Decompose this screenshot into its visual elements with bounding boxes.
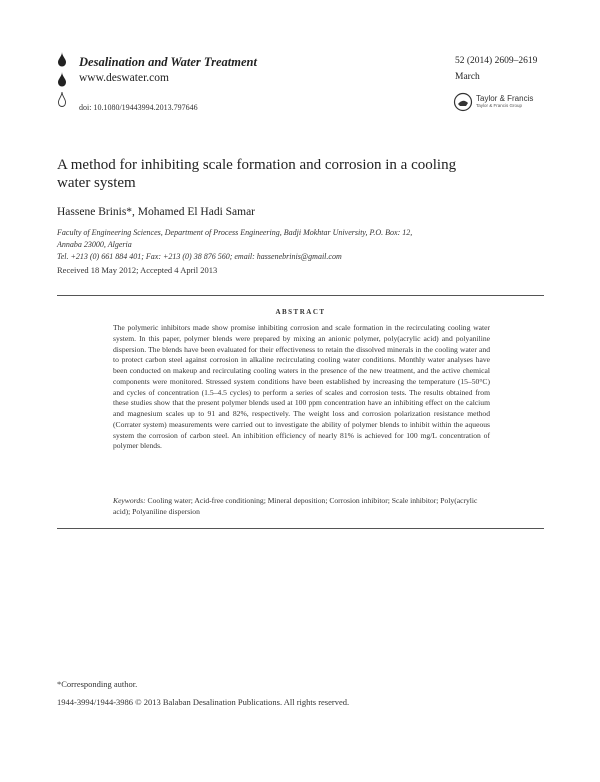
journal-drop-logo-icon (57, 52, 73, 112)
publisher-lamp-icon (453, 92, 473, 112)
keywords (113, 496, 490, 518)
doi[interactable]: doi: 10.1080/19443994.2013.797646 (79, 103, 198, 112)
corresponding-author-footnote: *Corresponding author. (57, 679, 138, 689)
received-accepted-dates: Received 18 May 2012; Accepted 4 April 2013 (57, 265, 218, 275)
bottom-divider (57, 528, 544, 529)
top-divider (57, 295, 544, 296)
volume-pages: 52 (2014) 2609–2619 (455, 56, 538, 66)
publication-month: March (455, 72, 480, 82)
affiliation-line: Faculty of Engineering Sciences, Department of Process Engineering, Badji Mokhtar University, P.O. Box: 12, (57, 228, 413, 237)
keywords-label: Keywords: (113, 496, 146, 505)
authors: Hassene Brinis*, Mohamed El Hadi Samar (57, 206, 256, 218)
abstract-heading: ABSTRACT (275, 308, 326, 316)
publisher-group: Taylor & Francis Group (476, 103, 523, 109)
journal-url[interactable]: www.deswater.com (79, 72, 169, 84)
affiliation (57, 227, 557, 263)
keywords-list: Cooling water; Acid-free conditioning; Mineral deposition; Corrosion inhibitor; Scale inhibitor; Poly(acrylic acid); Polyaniline dispersion (113, 496, 478, 516)
publisher-logo (453, 92, 533, 112)
contact-line: Tel. +213 (0) 661 884 401; Fax: +213 (0) 38 876 560; email: hassenebrinis@gmail.com (57, 252, 342, 261)
copyright-line: 1944-3994/1944-3986 © 2013 Balaban Desalination Publications. All rights reserved. (57, 697, 350, 707)
publisher-name: Taylor & Francis (476, 94, 534, 104)
affiliation-line: Annaba 23000, Algeria (57, 240, 132, 249)
abstract-text: The polymeric inhibitors made show promise inhibiting corrosion and scale formation in the recirculating cooling water system. In this paper, polymer blends were prepared by mixing an anionic polymer, poly(acrylic acid) and polyaniline dispersion. The blends have been evaluated for their effectiveness to retain the dissolved minerals in the cooling water and to protect carbon steel against corrosion in alkaline recirculating cooling water conditions. Monthly water analyses have been conducted on makeup and recirculating cooling waters in the presence of the new treatment, and the active chemical components were monitored. Stressed system conditions have been established by increasing the temperature (15–50°C) and cycles of concentration (1.5–4.5 cycles) to perform a series of scales and corrosion tests. The results obtained from these studies show that the present polymer blends used at 100 ppm concentration have an inhibiting effect on the calcium and magnesium scales up to 91 and 82%, respectively. The weight loss and corrosion polarization resistance method (Corrater system) measurements were carried out to investigate the ability of polymer blends to inhibit within the aqueous system the corrosion of carbon steel. An inhibition efficiency of nearly 81% is achieved for 100 mg/L concentration of polymer blends. (113, 323, 490, 451)
journal-title: Desalination and Water Treatment (79, 55, 257, 69)
article-title: A method for inhibiting scale formation and corrosion in a cooling water system (57, 157, 457, 191)
